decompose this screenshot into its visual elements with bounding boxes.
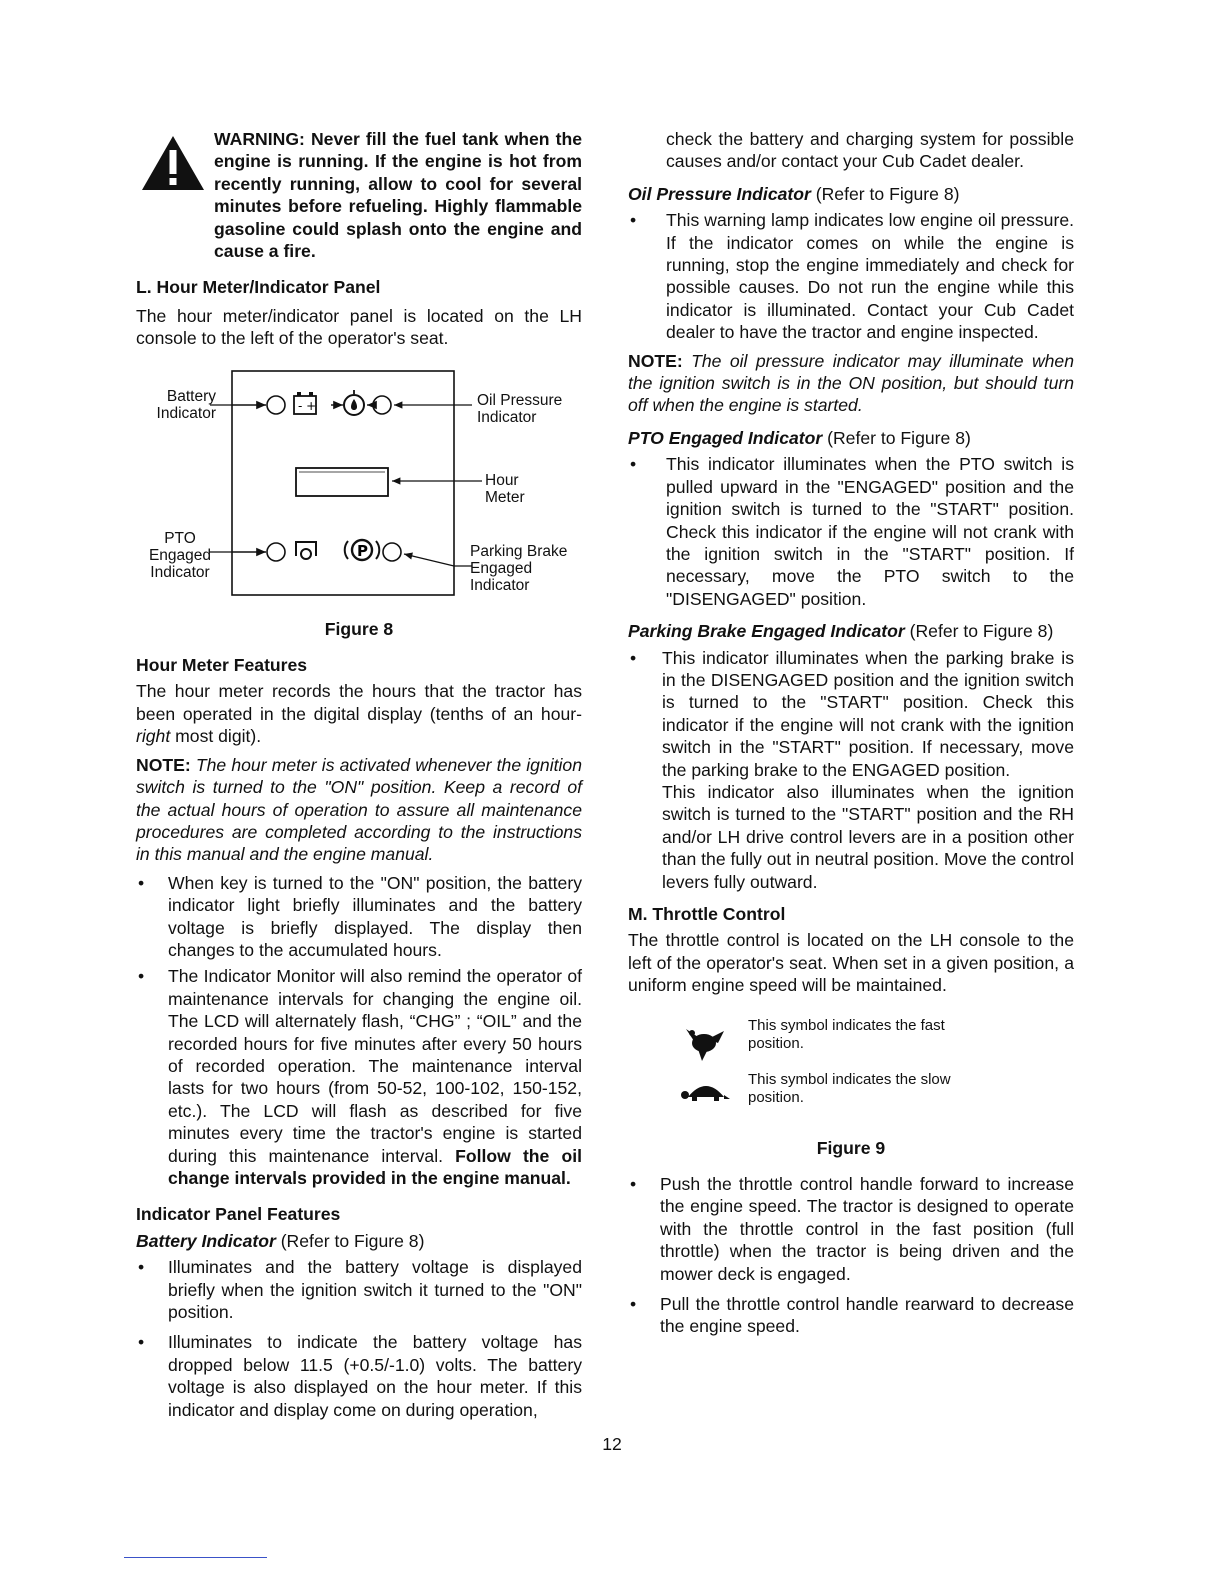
left-column [136, 128, 582, 1421]
figure-9-caption: Figure 9 [816, 1137, 886, 1158]
warning-text: WARNING: Never fill the fuel tank when the engine is running. If the engine is hot from recently running, allow to cool for several minutes before refueling. Highly flammable gasoline could splash onto the engine and cause a fire. [214, 129, 582, 262]
slow-symbol-text: This symbol indicates the slow position. [748, 1070, 951, 1106]
svg-text:- +: - + [298, 398, 317, 413]
throttle-bullets [628, 1173, 1074, 1338]
rabbit-icon [686, 1029, 724, 1061]
hour-meter-text: The hour meter records the hours that the tractor has been operated in the digital display (tenths of an hour-right most digit). [136, 681, 582, 747]
right-column [628, 128, 1074, 1338]
hour-meter-bullets [136, 872, 582, 1190]
section-m-title: M. Throttle Control [628, 904, 786, 924]
oil-bullets [628, 209, 1074, 343]
hour-meter-note: NOTE: The hour meter is activated whenever the ignition switch is turned to the "ON" position. Keep a record of the actual hours of operation to assure all maintenance procedures are completed according to the instructions in this manual and the engine manual. [136, 754, 582, 865]
list-item: • This indicator illuminates when the parking brake is in the DISENGAGED position and the ignition switch is turned to the "START" position. Check this indicator if the engine will not crank with the ignition switch in the "START" position. If necessary, move the parking brake to the ENGAGED position. This indicator also illuminates when the ignition switch is turned to the "START" position and the RH and/or LH drive control levers are in a position other than the fully out in neutral position. Move the control levers fully outward. [628, 647, 1074, 893]
list-item: • Push the throttle control handle forward to increase the engine speed. The tractor is designed to operate with the throttle control in the fast position (full throttle) when the tractor is being driven and the mower deck is engaged. [628, 1173, 1074, 1285]
pto-engaged-label: PTO Engaged Indicator [148, 529, 212, 581]
parking-brake-label: Parking Brake Engaged Indicator [470, 542, 568, 594]
battery-bullets [136, 1256, 582, 1421]
list-item: • The Indicator Monitor will also remind the operator of maintenance intervals for changing the engine oil. The LCD will alternately flash, “CHG” ; “OIL” and the recorded hours for five minutes after every 50 hours of recorded operation. The maintenance interval lasts for two hours (from 50-52, 100-102, 150-152, etc.). The LCD will flash as described for five minutes every time the tractor's engine is started during this maintenance interval. Follow the oil change intervals provided in the engine manual. [136, 965, 582, 1189]
oil-note: NOTE: The oil pressure indicator may illuminate when the ignition switch is in the ON position, but should turn off when the engine is started. [628, 350, 1074, 416]
hour-meter-label: Hour Meter [485, 471, 525, 506]
bottom-rule [124, 1557, 267, 1558]
turtle-icon [681, 1086, 730, 1101]
pto-bullets [628, 453, 1074, 610]
parking-bullets [628, 647, 1074, 893]
figure-8-caption: Figure 8 [324, 618, 394, 639]
battery-indicator-label: Battery Indicator [156, 387, 216, 422]
list-item: • Illuminates to indicate the battery voltage has dropped below 11.5 (+0.5/-1.0) volts. The battery voltage is also displayed on the hour meter. If this indicator and display come on during operation, [136, 1331, 582, 1421]
figure-9 [628, 1013, 1074, 1131]
pto-heading: PTO Engaged Indicator (Refer to Figure 8) [628, 427, 971, 448]
oil-pressure-heading: Oil Pressure Indicator (Refer to Figure 8) [628, 183, 960, 204]
list-item: • Illuminates and the battery voltage is displayed briefly when the ignition switch it turned to the "ON" position. [136, 1256, 582, 1323]
warning-triangle-icon [140, 134, 206, 192]
battery-continued-text: check the battery and charging system for possible causes and/or contact your Cub Cadet dealer. [666, 129, 1074, 172]
list-item: • When key is turned to the "ON" position, the battery indicator light briefly illuminates and the battery voltage is briefly displayed. The display then changes to the accumulated hours. [136, 872, 582, 962]
oil-pressure-label: Oil Pressure Indicator [477, 391, 563, 426]
fast-symbol-text: This symbol indicates the fast position. [748, 1016, 945, 1052]
page-number: 12 [602, 1434, 622, 1454]
section-l-title: L. Hour Meter/Indicator Panel [136, 277, 381, 298]
warning-block [136, 128, 582, 262]
svg-text:P: P [357, 541, 368, 560]
figure-8 [136, 370, 582, 610]
hour-meter-features-title: Hour Meter Features [136, 655, 308, 676]
battery-indicator-heading: Battery Indicator (Refer to Figure 8) [136, 1230, 425, 1251]
section-m-text: The throttle control is located on the LH console to the left of the operator's seat. When set in a given position, a uniform engine speed will be maintained. [628, 930, 1074, 996]
section-l-text: The hour meter/indicator panel is located on the LH console to the left of the operator's seat. [136, 305, 582, 349]
parking-heading: Parking Brake Engaged Indicator (Refer to Figure 8) [628, 621, 1054, 642]
list-item: • This warning lamp indicates low engine oil pressure. If the indicator comes on while the engine is running, stop the engine immediately and check for possible causes. Do not run the engine while this indicator is illuminated. Contact your Cub Cadet dealer to have the tractor and engine inspected. [628, 209, 1074, 343]
list-item: • This indicator illuminates when the PTO switch is pulled upward in the "ENGAGED" position and the ignition switch is turned to the "START" position. Check this indicator if the engine will not crank with the ignition switch in the "START" position. If necessary, move the PTO switch to the "DISENGAGED" position. [628, 453, 1074, 610]
battery-lamp [267, 396, 285, 414]
indicator-features-title: Indicator Panel Features [136, 1204, 341, 1225]
list-item: • Pull the throttle control handle rearward to decrease the engine speed. [628, 1293, 1074, 1338]
